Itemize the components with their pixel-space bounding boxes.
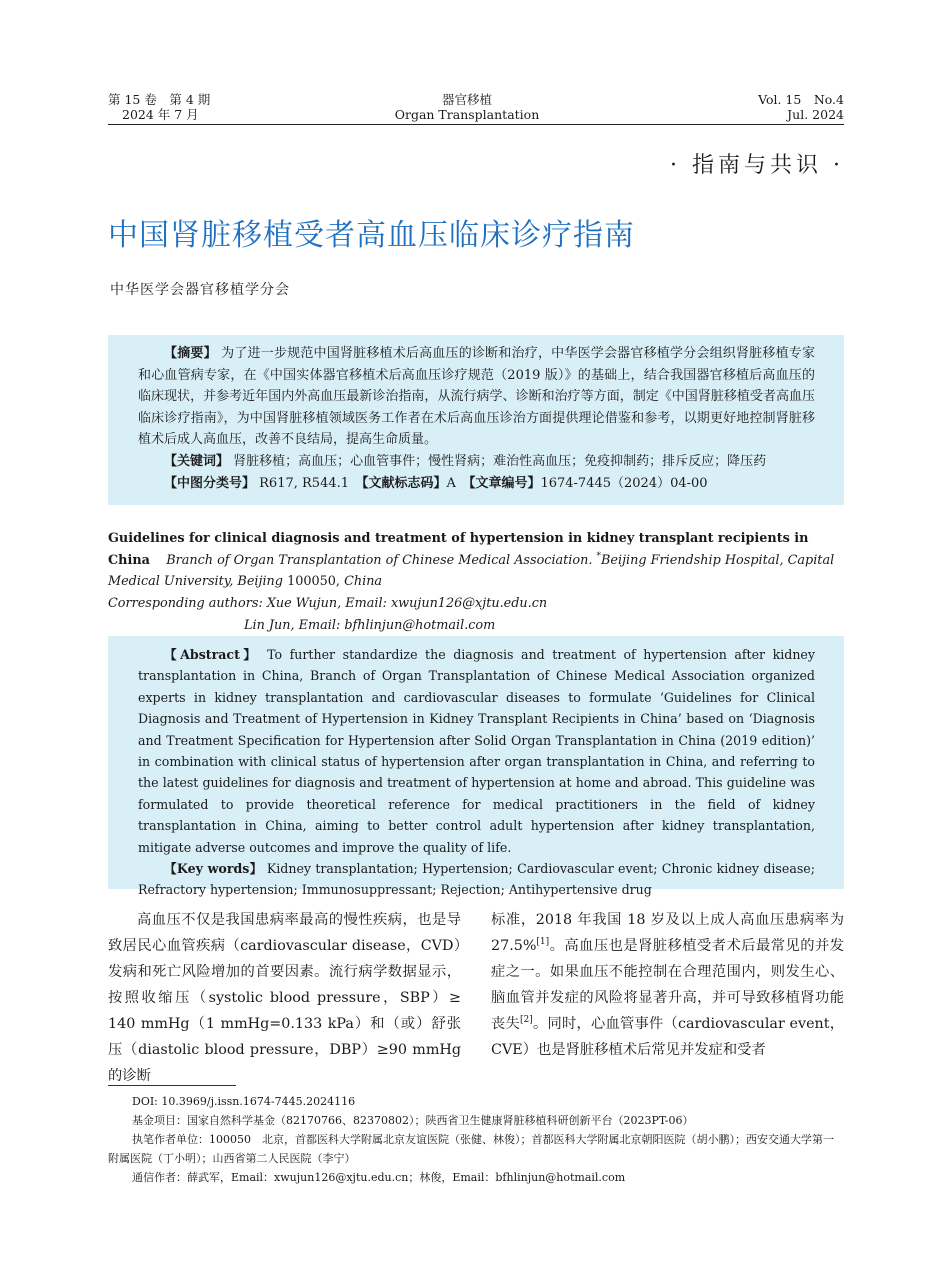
en-keywords-label: 【Key words】 (164, 861, 263, 877)
body-text-b: 。高血压也是肾脏移植受者术后最常见的并发症之一。如果血压不能控制在合理范围内，则发生心、脑血管并发症的风险将显著升高，并可导致移植肾功能丧失 (491, 938, 844, 1032)
corresponding-author-2: Lin Jun, Email: bfhlinjun@hotmail.com (244, 617, 496, 633)
body-column-right (491, 907, 844, 1063)
en-abstract-box (108, 636, 844, 898)
footnote-fund: 基金项目：国家自然科学基金（82170766、82370802）；陕西省卫生健康肾脏移植科研创新平台（2023PT-06） (132, 1114, 694, 1127)
body-paragraph-left: 高血压不仅是我国患病率最高的慢性疾病，也是导致居民心血管疾病（cardiovascular disease，CVD）发病和死亡风险增加的首要因素。流行病学数据显示，按照收缩压（systolic blood pressure，SBP）≥ 140 mmHg（1 mmHg=0.133 kPa）和（或）舒张压（diastolic blood pressure，DBP）≥90 mmHg 的诊断 (108, 912, 461, 1084)
cn-abstract-label: 【摘要】 (164, 346, 217, 361)
article-authors: 中华医学会器官移植学分会 (110, 282, 290, 298)
article-title: 中国肾脏移植受者高血压临床诊疗指南 (108, 218, 635, 253)
citation-2: [2] (520, 1015, 533, 1026)
clc-value: R617, R544.1 (255, 475, 363, 491)
article-no-value: 1674-7445（2024）04-00 (540, 475, 708, 491)
footnotes (108, 1092, 844, 1187)
doc-code-value: A (446, 475, 469, 491)
cn-keywords-text: 肾脏移植；高血压；心血管事件；慢性肾病；难治性高血压；免疫抑制药；排斥反应；降压药 (229, 453, 767, 469)
doc-code-label: 【文献标志码】 (362, 475, 447, 491)
body-column-left (108, 907, 461, 1089)
volume-issue: 第 15 卷 第 4 期 (108, 92, 211, 107)
en-keywords (138, 858, 815, 901)
cn-keywords-label: 【关键词】 (164, 453, 230, 469)
en-abstract-paragraph (138, 644, 815, 858)
footnote-corresponding: 通信作者：薛武军，Email：xwujun126@xjtu.edu.cn；林俊，Email：bfhlinjun@hotmail.com (132, 1171, 626, 1184)
footnote-rule (108, 1085, 236, 1086)
journal-volume-issue (108, 92, 210, 122)
issue-date: 2024 年 7 月 (122, 107, 199, 122)
en-abstract-text: To further standardize the diagnosis and treatment of hypertension after kidney transplantation in China, Branch of Organ Transplantation of Chinese Medical Association organized experts in kidney transplantation and cardiovascular diseases to formulate ‘Guidelines for Clinical Diagnosis and Treatment of Hypertension in Kidney Transplant Recipients in China’ based on ‘Diagnosis and Treatment Specification for Hypertension after Solid Organ Transplantation in China (2019 edition)’ in combination with clinical status of hypertension after organ transplantation in China, and referring to the latest guidelines for diagnosis and treatment of hypertension at home and abroad. This guideline was formulated to provide theoretical reference for medical practitioners in the field of kidney transplantation in China, aiming to better control adult hypertension after kidney transplantation, mitigate adverse outcomes and improve the quality of life. (138, 647, 816, 855)
body-text-a: 标准，2018 年我国 18 岁及以上成人高血压患病率为 27.5% (491, 912, 844, 954)
journal-name-cn: 器官移植 (441, 92, 492, 107)
cn-keywords (138, 451, 815, 473)
body-paragraph-right (491, 907, 844, 1063)
article-no-label: 【文章编号】 (468, 475, 541, 491)
english-org: Branch of Organ Transplantation of Chinese Medical Association. (166, 552, 593, 568)
footnote-units: 执笔作者单位：100050 北京，首都医科大学附属北京友谊医院（张健、林俊）；首都医科大学附属北京朝阳医院（胡小鹏）；西安交通大学第一附属医院（丁小明）；山西省第二人民医院（李宁） (108, 1133, 834, 1165)
header-rule (108, 124, 844, 125)
cn-abstract-paragraph (138, 343, 815, 451)
footnote-doi: DOI: 10.3969/j.issn.1674-7445.2024116 (132, 1095, 356, 1108)
volume-issue-en: Vol. 15 No.4 (758, 92, 844, 107)
body-text-c: 。同时，心血管事件（cardiovascular event，CVE）也是肾脏移植术后常见并发症和受者 (491, 1016, 845, 1058)
en-keywords-text: Kidney transplantation; Hypertension; Cardiovascular event; Chronic kidney disease; Refractory hypertension; Immunosuppressant; Rejection; Antihypertensive drug (138, 861, 815, 898)
cn-abstract-box (108, 335, 844, 505)
cn-classification (138, 473, 815, 495)
english-title-block: Guidelines for clinical diagnosis and treatment of hypertension in kidney transplant recipients in China Branch of Organ Transplantation of Chinese Medical Association. *Beijing Friendship Hospital, Capital Medical University, Beijing 100050, China Corresponding authors: Xue Wujun, Email: xwujun126@xjtu.edu.cn Lin Jun, Email: bfhlinjun@hotmail.com (108, 531, 835, 633)
corresponding-author-1: Corresponding authors: Xue Wujun, Email: xwujun126@xjtu.edu.cn (108, 596, 548, 612)
english-country: China (344, 574, 383, 590)
clc-label: 【中图分类号】 (164, 475, 256, 491)
journal-volume-en (758, 92, 844, 122)
citation-1: [1] (536, 937, 550, 948)
en-abstract (138, 644, 815, 901)
journal-name-en: Organ Transplantation (394, 107, 540, 122)
issue-date-en: Jul. 2024 (787, 107, 844, 122)
english-affiliation: Beijing Friendship Hospital, Capital Medical University, Beijing (108, 552, 835, 590)
english-title: Guidelines for clinical diagnosis and treatment of hypertension in kidney transplant recipients in China (108, 531, 809, 568)
english-postcode: 100050, (283, 574, 345, 590)
journal-name (300, 92, 634, 122)
cn-abstract-text: 为了进一步规范中国肾脏移植术后高血压的诊断和治疗，中华医学会器官移植学分会组织肾脏移植专家和心血管病专家，在《中国实体器官移植术后高血压诊疗规范（2019 版）》的基础上，结合我国器官移植后高血压的临床现状，并参考近年国内外高血压最新诊治指南，从流行病学、诊断和治疗等方面，制定《中国肾脏移植受者高血压临床诊疗指南》，为中国肾脏移植领域医务工作者在术后高血压诊治方面提供理论借鉴和参考，以期更好地控制肾脏移植术后成人高血压，改善不良结局，提高生命质量。 (138, 346, 815, 448)
cn-abstract (138, 343, 815, 494)
section-label: · 指南与共识 · (670, 153, 844, 178)
en-abstract-label: 【Abstract】 (164, 647, 260, 662)
